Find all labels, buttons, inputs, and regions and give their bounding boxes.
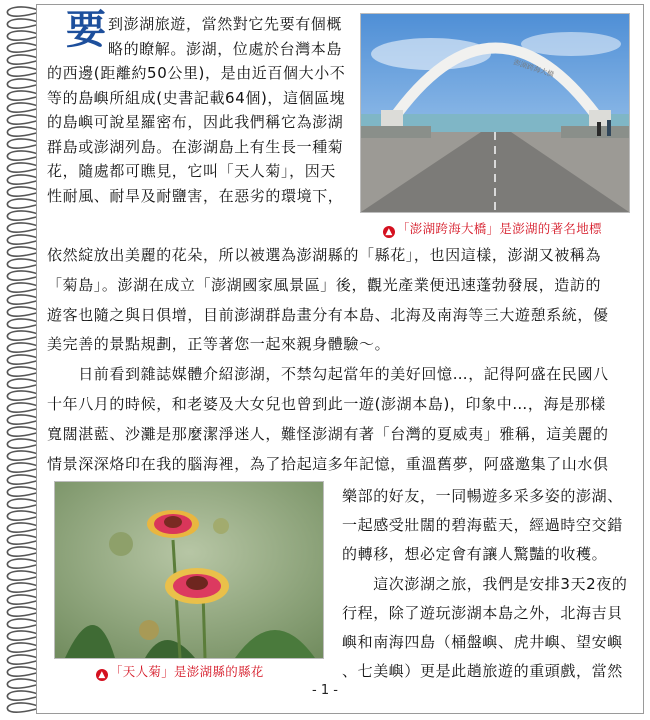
text-line: 這次澎湖之旅，我們是安排3天2夜的 xyxy=(342,574,628,593)
text-line: 性耐風、耐旱及耐鹽害，在惡劣的環境下， xyxy=(47,186,344,205)
text-line: 情景深深烙印在我的腦海裡，為了拾起這多年記憶，重溫舊夢，阿盛邀集了山水俱 xyxy=(47,454,609,473)
flower-caption: ▲ 「天人菊」是澎湖縣的縣花 xyxy=(96,662,264,681)
bridge-photo xyxy=(360,13,630,213)
text-line: 日前看到雜誌媒體介紹澎湖，不禁勾起當年的美好回憶…，記得阿盛在民國八 xyxy=(47,365,609,384)
page-number: - 1 - xyxy=(312,683,338,698)
bridge-caption: ▲ 「澎湖跨海大橋」是澎湖的著名地標 xyxy=(383,219,602,238)
text-line: 遊客也隨之與日俱增，目前澎湖群島畫分有本島、北海及南海等三大遊憩系統，優 xyxy=(47,305,609,324)
bridge-sign-text: 澎湖跨海大橋 xyxy=(512,58,555,79)
arrow-up-icon: ▲ xyxy=(383,226,395,238)
text-line: 依然綻放出美麗的花朵，所以被選為澎湖縣的「縣花」，也因這樣，澎湖又被稱為 xyxy=(47,246,602,264)
text-line: 「菊島」。澎湖在成立「澎湖國家風景區」後，觀光產業便迅速蓬勃發展，造訪的 xyxy=(47,275,602,294)
text-line: 十年八月的時候，和老婆及大女兒也曾到此一遊(澎湖本島)，印象中…，海是那樣 xyxy=(47,395,606,413)
text-line: 的島嶼可說星羅密布，因此我們稱它為澎湖 xyxy=(47,113,344,131)
text-line: 等的島嶼所組成(史書記載64個)，這個區塊 xyxy=(47,88,346,107)
arrow-up-icon: ▲ xyxy=(96,669,108,681)
text-line: 到澎湖旅遊，當然對它先要有個概 xyxy=(108,15,343,33)
text-line: 美完善的景點規劃，正等著您一起來親身體驗～。 xyxy=(47,335,391,354)
drop-cap: 要 xyxy=(66,6,106,53)
text-line: 寬闊湛藍、沙灘是那麼潔淨迷人，難怪澎湖有著「台灣的夏威夷」雅稱，這美麗的 xyxy=(47,424,609,443)
text-line: 群島或澎湖列島。在澎湖島上有生長一種菊 xyxy=(47,137,344,156)
flower-photo xyxy=(54,481,324,659)
text-line: 嶼和南海四島（桶盤嶼、虎井嶼、望安嶼 xyxy=(342,633,623,651)
text-line: 一起感受壯闊的碧海藍天，經過時空交錯 xyxy=(342,516,623,535)
text-line: 行程，除了遊玩澎湖本島之外，北海吉貝 xyxy=(342,603,623,622)
text-line: 的西邊(距離約50公里)，是由近百個大小不 xyxy=(47,64,346,82)
text-line: 、七美嶼）更是此趟旅遊的重頭戲，當然 xyxy=(342,662,623,681)
text-line: 略的瞭解。澎湖，位處於台灣本島 xyxy=(108,39,343,58)
text-line: 花，隨處都可瞧見，它叫「天人菊」，因天 xyxy=(47,162,336,180)
text-line: 的轉移，想必定會有讓人驚豔的收穫。 xyxy=(342,545,608,564)
text-line: 樂部的好友，一同暢遊多采多姿的澎湖、 xyxy=(342,487,623,505)
